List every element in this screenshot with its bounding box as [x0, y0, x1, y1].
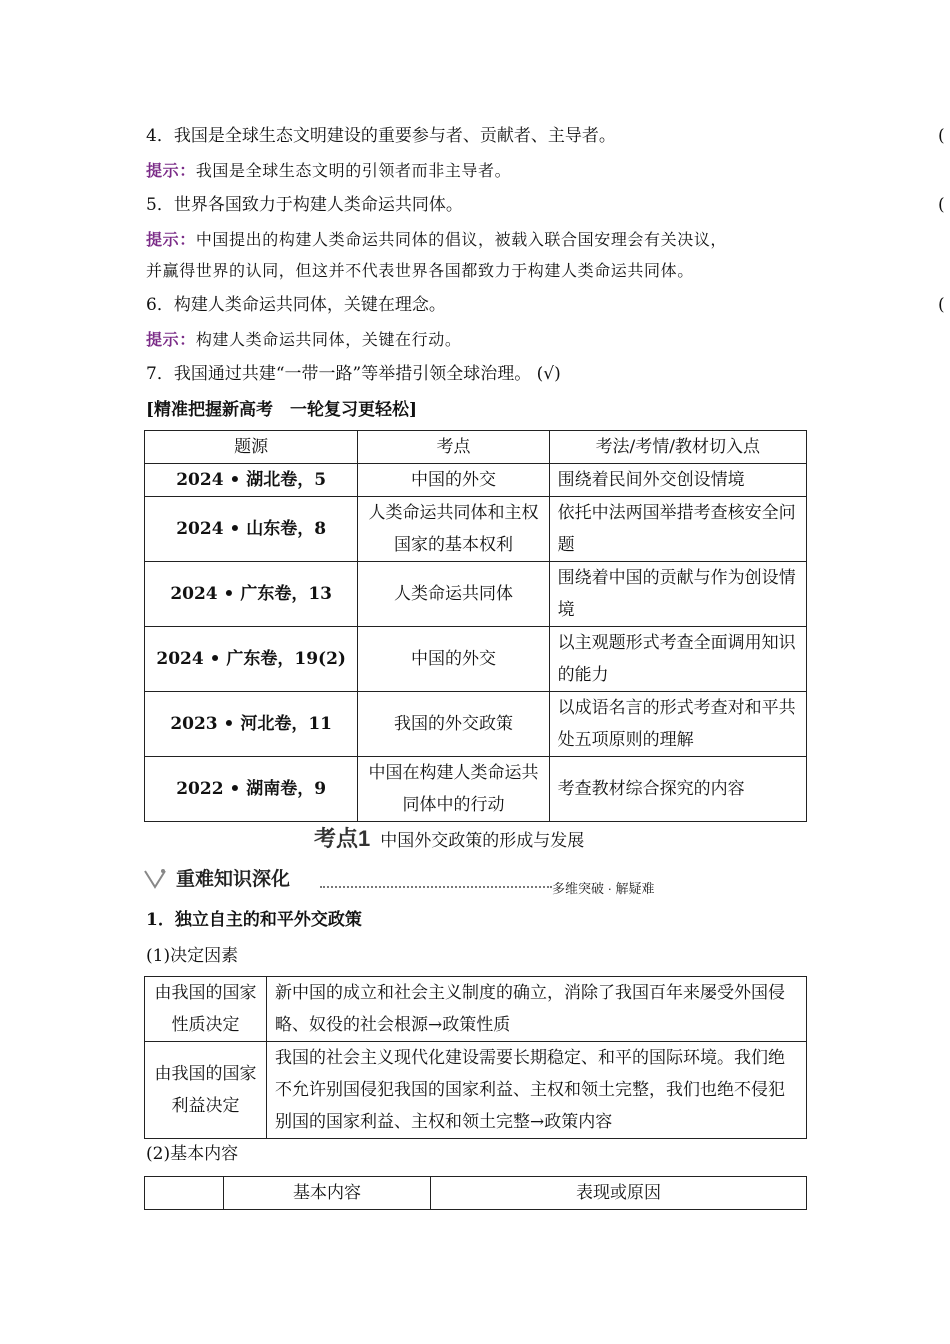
section-heading: [精准把握新高考 一轮复习更轻松] [146, 400, 418, 420]
factor-key: 由我国的国家利益决定 [145, 1042, 267, 1139]
hint-label: 提示： [146, 161, 196, 180]
header-blank [145, 1177, 224, 1210]
subheading-content: (2)基本内容 [146, 1144, 239, 1164]
table-row [145, 757, 807, 822]
answer-paren-6: ( [938, 295, 945, 315]
question-7: 7．我国通过共建“一带一路”等举措引领全球治理。 (√) [146, 364, 561, 384]
cell-source: 2022 • 湖南卷，9 [145, 757, 358, 822]
cell-angle: 围绕着中国的贡献与作为创设情境 [549, 562, 806, 627]
cell-topic: 中国在构建人类命运共同体中的行动 [358, 757, 549, 822]
cell-topic: 我国的外交政策 [358, 692, 549, 757]
table-row [145, 627, 807, 692]
banner-title: 重难知识深化 [176, 869, 291, 890]
answer-paren-5: ( [938, 195, 945, 215]
table-header-row [145, 431, 807, 464]
table-row [145, 1042, 807, 1139]
factor-key: 由我国的国家性质决定 [145, 977, 267, 1042]
hint-text: 我国是全球生态文明的引领者而非主导者。 [195, 161, 512, 180]
cell-angle: 围绕着民间外交创设情境 [549, 464, 806, 497]
kaodian-heading [314, 822, 584, 853]
hint-label: 提示： [146, 330, 196, 349]
section-banner [144, 862, 655, 896]
subheading-factors: (1)决定因素 [146, 946, 239, 966]
table-row [145, 497, 807, 562]
answer-paren-4: ( [938, 126, 945, 146]
question-4: 4．我国是全球生态文明建设的重要参与者、贡献者、主导者。 [146, 126, 616, 146]
hint-6 [146, 328, 461, 352]
hint-5-cont: 并赢得世界的认同，但这并不代表世界各国都致力于构建人类命运共同体。 [146, 261, 694, 280]
kaodian-title: 中国外交政策的形成与发展 [380, 831, 585, 851]
cell-topic: 人类命运共同体 [358, 562, 549, 627]
exam-source-table [144, 430, 807, 822]
table-row [145, 464, 807, 497]
question-6: 6．构建人类命运共同体，关键在理念。 [146, 295, 446, 315]
cell-topic: 中国的外交 [358, 627, 549, 692]
factor-value: 新中国的成立和社会主义制度的确立，消除了我国百年来屡受外国侵略、奴役的社会根源→政策性质 [267, 977, 807, 1042]
cell-source: 2024 • 广东卷，13 [145, 562, 358, 627]
table-row [145, 562, 807, 627]
hint-4 [146, 159, 511, 183]
header-basic-content: 基本内容 [224, 1177, 431, 1210]
question-5: 5．世界各国致力于构建人类命运共同体。 [146, 195, 463, 215]
cell-topic: 人类命运共同体和主权国家的基本权利 [358, 497, 549, 562]
header-reason: 表现或原因 [431, 1177, 807, 1210]
cell-angle: 以成语名言的形式考查对和平共处五项原则的理解 [549, 692, 806, 757]
hint-label: 提示： [146, 230, 196, 249]
header-topic: 考点 [358, 431, 549, 464]
cell-source: 2023 • 河北卷，11 [145, 692, 358, 757]
factors-table [144, 976, 807, 1139]
cell-source: 2024 • 湖北卷，5 [145, 464, 358, 497]
header-angle: 考法/考情/教材切入点 [549, 431, 806, 464]
cell-angle: 依托中法两国举措考查核安全问题 [549, 497, 806, 562]
table-header-row [145, 1177, 807, 1210]
cell-topic: 中国的外交 [358, 464, 549, 497]
header-source: 题源 [145, 431, 358, 464]
kaodian-number: 考点1 [314, 826, 371, 851]
banner-dotted-line [320, 886, 552, 888]
cell-angle: 考查教材综合探究的内容 [549, 757, 806, 822]
cell-source: 2024 • 广东卷，19(2) [145, 627, 358, 692]
table-row [145, 692, 807, 757]
factor-value: 我国的社会主义现代化建设需要长期稳定、和平的国际环境。我们绝不允许别国侵犯我国的国家利益、主权和领土完整，我们也绝不侵犯别国的国家利益、主权和领土完整→政策内容 [267, 1042, 807, 1139]
policy-heading: 1．独立自主的和平外交政策 [146, 910, 362, 930]
hint-5 [146, 228, 727, 252]
cell-source: 2024 • 山东卷，8 [145, 497, 358, 562]
hint-text: 构建人类命运共同体，关键在行动。 [195, 330, 462, 349]
cell-angle: 以主观题形式考查全面调用知识的能力 [549, 627, 806, 692]
triangle-mark-icon [144, 868, 166, 890]
banner-subtitle: 多维突破 · 解疑难 [552, 881, 655, 896]
table-row [145, 977, 807, 1042]
hint-text: 中国提出的构建人类命运共同体的倡议，被载入联合国安理会有关决议， [195, 230, 728, 249]
basic-content-table [144, 1176, 807, 1210]
